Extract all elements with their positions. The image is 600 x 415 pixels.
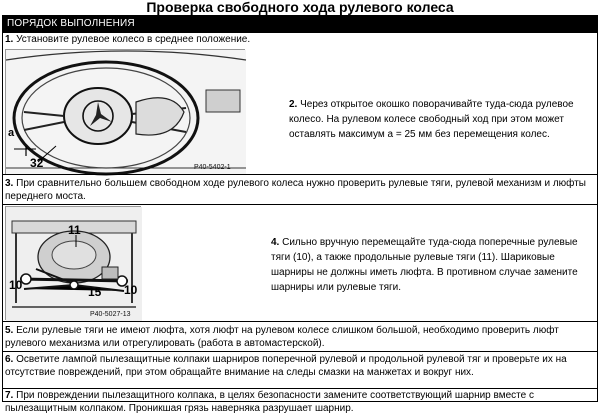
step-2 bbox=[289, 97, 589, 142]
step-number: 7. bbox=[5, 390, 14, 401]
step-3 bbox=[3, 174, 597, 204]
step-7-text bbox=[3, 388, 597, 414]
label-32: 32 bbox=[30, 156, 44, 170]
step-number: 4. bbox=[271, 237, 280, 248]
label-10-right: 10 bbox=[124, 283, 138, 297]
page-title: Проверка свободного хода рулевого колеса bbox=[146, 0, 454, 15]
step-text: Осветите лампой пылезащитные колпаки шарниров поперечной рулевой и продольной рулевой тяг и проверьте их на отсутствие повреждений, при этом обращайте внимание на следы смазки на манжетах и вокруг них. bbox=[5, 354, 567, 378]
steering-linkage-figure bbox=[5, 206, 141, 320]
step-5 bbox=[3, 321, 597, 351]
step-text: Через открытое окошко поворачивайте туда-сюда рулевое колесо. На рулевом колесе свободный ход при этом может оставлять максимум a = 25 мм без перемещения колес. bbox=[289, 99, 574, 140]
step-1 bbox=[5, 34, 250, 46]
step-number: 2. bbox=[289, 99, 298, 110]
step-4-block bbox=[3, 204, 597, 321]
step-text: При повреждении пылезащитного колпака, в целях безопасности замените соответствующий шарнир вместе с пылезащитным колпаком. Проникшая грязь наверняка разрушает шарнир. bbox=[5, 390, 534, 414]
label-10-left: 10 bbox=[9, 278, 23, 292]
label-a: a bbox=[8, 127, 15, 139]
step-number: 6. bbox=[5, 354, 14, 365]
figure-code: P40-5402-1 bbox=[194, 164, 231, 171]
step-text: Сильно вручную перемещайте туда-сюда поперечные рулевые тяги (10), а также продольные рулевые тяги (11). Шариковые шарниры не должны иметь люфта. В противном случае замените шарниры или рулевые тяги. bbox=[271, 237, 578, 293]
step-text: Если рулевые тяги не имеют люфта, хотя люфт на рулевом колесе слишком большой, необходимо проверить люфт рулевого механизма или отрегулировать (работа в автомастерской). bbox=[5, 325, 559, 349]
figure-code: P40-5027-13 bbox=[90, 311, 131, 318]
step-number: 5. bbox=[5, 325, 14, 336]
step-text: Установите рулевое колесо в среднее положение. bbox=[16, 34, 251, 45]
steering-wheel-figure bbox=[5, 49, 245, 174]
section-header: ПОРЯДОК ВЫПОЛНЕНИЯ bbox=[3, 16, 597, 32]
step-number: 3. bbox=[5, 178, 14, 189]
label-11: 11 bbox=[68, 223, 81, 237]
step-number: 1. bbox=[5, 34, 14, 45]
step-4 bbox=[271, 235, 589, 295]
label-15: 15 bbox=[88, 285, 102, 299]
step-text: При сравнительно большем свободном ходе рулевого колеса нужно проверить рулевые тяги, рулевой механизм и люфты переднего моста. bbox=[5, 178, 586, 202]
step-1-2-block bbox=[3, 32, 597, 174]
instruction-frame bbox=[2, 15, 598, 414]
